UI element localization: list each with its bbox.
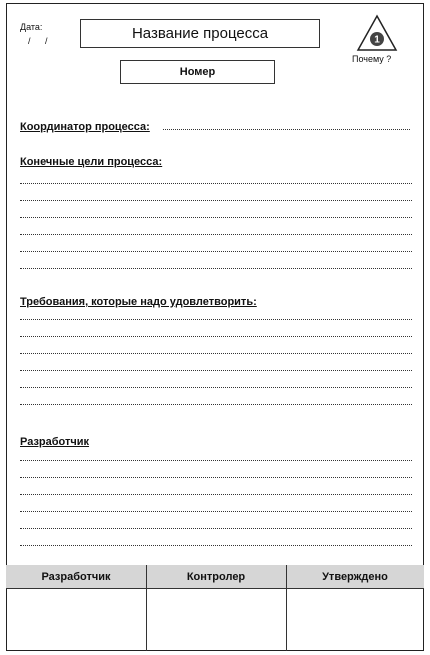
dotted-input-line[interactable]: [20, 183, 412, 184]
why-label: Почему ?: [352, 54, 392, 64]
goals-label: Конечные цели процесса:: [20, 156, 163, 168]
table-header-approved: Утверждено: [286, 565, 424, 589]
dotted-input-line[interactable]: [20, 387, 412, 388]
dotted-input-line[interactable]: [20, 545, 412, 546]
dotted-input-line[interactable]: [20, 460, 412, 461]
dotted-input-line[interactable]: [20, 251, 412, 252]
coordinator-label: Координатор процесса:: [20, 121, 150, 133]
coordinator-input-line[interactable]: [163, 129, 410, 130]
dotted-input-line[interactable]: [20, 353, 412, 354]
requirements-lines[interactable]: [20, 309, 412, 405]
dotted-input-line[interactable]: [20, 200, 412, 201]
developer-signature-cell[interactable]: [6, 589, 146, 649]
requirements-label: Требования, которые надо удовлетворить:: [20, 296, 257, 308]
controller-signature-cell[interactable]: [146, 589, 286, 649]
dotted-input-line[interactable]: [20, 268, 412, 269]
date-field[interactable]: / /: [28, 36, 54, 46]
developer-label: Разработчик: [20, 436, 90, 448]
goals-lines[interactable]: [20, 173, 412, 269]
signature-table: [6, 565, 424, 651]
dotted-input-line[interactable]: [20, 319, 412, 320]
table-header-controller: Контролер: [146, 565, 286, 589]
dotted-input-line[interactable]: [20, 404, 412, 405]
dotted-input-line[interactable]: [20, 217, 412, 218]
dotted-input-line[interactable]: [20, 511, 412, 512]
dotted-input-line[interactable]: [20, 370, 412, 371]
date-label: Дата:: [20, 22, 43, 32]
dotted-input-line[interactable]: [20, 477, 412, 478]
dotted-input-line[interactable]: [20, 336, 412, 337]
process-number-field[interactable]: Номер: [120, 60, 275, 84]
warning-triangle-icon: [356, 14, 398, 52]
why-icon-number: 1: [374, 34, 380, 46]
table-header-developer: Разработчик: [6, 565, 146, 589]
dotted-input-line[interactable]: [20, 528, 412, 529]
process-name-field[interactable]: Название процесса: [80, 19, 320, 48]
dotted-input-line[interactable]: [20, 234, 412, 235]
dotted-input-line[interactable]: [20, 494, 412, 495]
developer-lines[interactable]: [20, 450, 412, 546]
approved-signature-cell[interactable]: [286, 589, 424, 649]
